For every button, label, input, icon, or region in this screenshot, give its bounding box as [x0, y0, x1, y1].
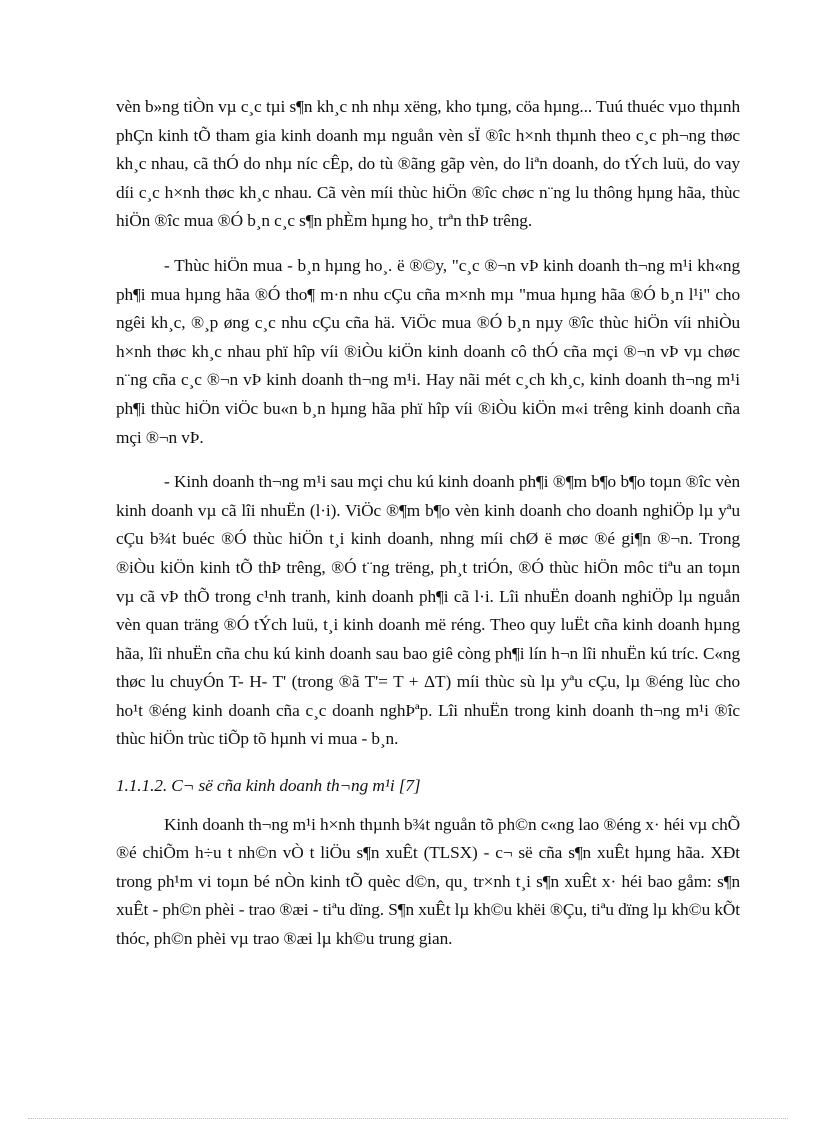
- page-body: [116, 93, 740, 954]
- paragraph-capital-continued: vèn b»ng tiÒn vµ c¸c tµi s¶n kh¸c nh nhµ xëng, kho tµng, cöa hµng... Tuú thuéc vµo thµnh phÇn kinh tÕ tham gia kinh doanh mµ nguån vèn sÏ ®îc h×nh thµnh theo c¸c ph¬ng thøc kh¸c nhau, cã thÓ do nhµ níc cÊp, do tù ®ãng gãp vèn, do liªn doanh, do tÝch luü, do vay díi c¸c h×nh thøc kh¸c nhau. Cã vèn míi thùc hiÖn ®îc chøc n¨ng lu thông hµng hãa, thùc hiÖn ®îc mua ®Ó b¸n c¸c s¶n phÈm hµng ho¸ trªn thÞ trêng.: [116, 97, 740, 231]
- paragraph-buy-sell: - Thùc hiÖn mua - b¸n hµng ho¸. ë ®©y, "c¸c ®¬n vÞ kinh doanh th¬ng m¹i kh«ng ph¶i mua hµng hãa ®Ó tho¶ m·n nhu cÇu cña m×nh mµ "mua hµng hãa ®Ó b¸n l¹i" cho ngêi kh¸c, ®¸p øng c¸c nhu cÇu cña hä. ViÖc mua ®Ó b¸n nµy ®îc thùc hiÖn víi nhiÒu h×nh thøc kh¸c nhau phï hîp víi ®iÒu kiÖn kinh doanh cô thÓ cña mçi ®¬n vÞ vµ chøc n¨ng cña c¸c ®¬n vÞ kinh doanh th¬ng m¹i. Hay nãi mét c¸ch kh¸c, kinh doanh th¬ng m¹i ph¶i thùc hiÖn viÖc bu«n b¸n hµng hãa phï hîp víi ®iÒu kiÖn m«i trêng kinh doanh cña mçi ®¬n vÞ.: [116, 255, 740, 447]
- paragraph-basis: Kinh doanh th¬ng m¹i h×nh thµnh b¾t nguån tõ ph©n c«ng lao ®éng x· héi vµ chÕ ®é chiÕm h÷u t nh©n vÒ t liÖu s¶n xuÊt (TLSX) - c¬ së cña s¶n xuÊt hµng hãa. XÐt trong ph¹m vi toµn bé nÒn kinh tÕ quèc d©n, qu¸ tr×nh t¸i s¶n xuÊt x· héi bao gåm: s¶n xuÊt - ph©n phèi - trao ®æi - tiªu dïng. S¶n xuÊt lµ kh©u khëi ®Çu, tiªu dïng lµ kh©u kÕt thóc, ph©n phèi vµ trao ®æi lµ kh©u trung gian.: [116, 814, 740, 949]
- section-heading: 1.1.1.2. C¬ së cña kinh doanh th¬ng m¹i [7]: [116, 776, 421, 796]
- paragraph-profit: - Kinh doanh th¬ng m¹i sau mçi chu kú kinh doanh ph¶i ®¶m b¶o b¶o toµn ®îc vèn kinh doanh vµ cã lîi nhuËn (l·i). ViÖc ®¶m b¶o vèn kinh doanh cho doanh nghiÖp lµ yªu cÇu b¾t buéc ®Ó thùc hiÖn t¸i kinh doanh, nhng míi chØ ë møc ®é gi¶n ®¬n. Trong ®iÒu kiÖn kinh tÕ thÞ trêng, ®Ó t¨ng trëng, ph¸t triÓn, ®Ó thùc hiÖn môc tiªu an toµn vµ cã vÞ thÕ trong c¹nh tranh, kinh doanh ph¶i cã l·i. Lîi nhuËn doanh nghiÖp lµ nguån vèn quan träng ®Ó tÝch luü, t¸i kinh doanh më réng. Theo quy luËt cña kinh doanh hµng hãa, lîi nhuËn cña chu kú kinh doanh sau bao giê còng ph¶i lín h¬n lîi nhuËn kú tríc. C«ng thøc lu chuyÓn T- H- T' (trong ®ã T'= T + ΔT) míi thùc sù lµ yªu cÇu, lµ ®éng lùc cho ho¹t ®éng kinh doanh cña c¸c doanh nghÞªp. Lîi nhuËn trong kinh doanh th¬ng m¹i ®îc thùc hiÖn trùc tiÕp tõ hµnh vi mua - b¸n.: [116, 472, 740, 749]
- page-bottom-divider: [28, 1118, 788, 1119]
